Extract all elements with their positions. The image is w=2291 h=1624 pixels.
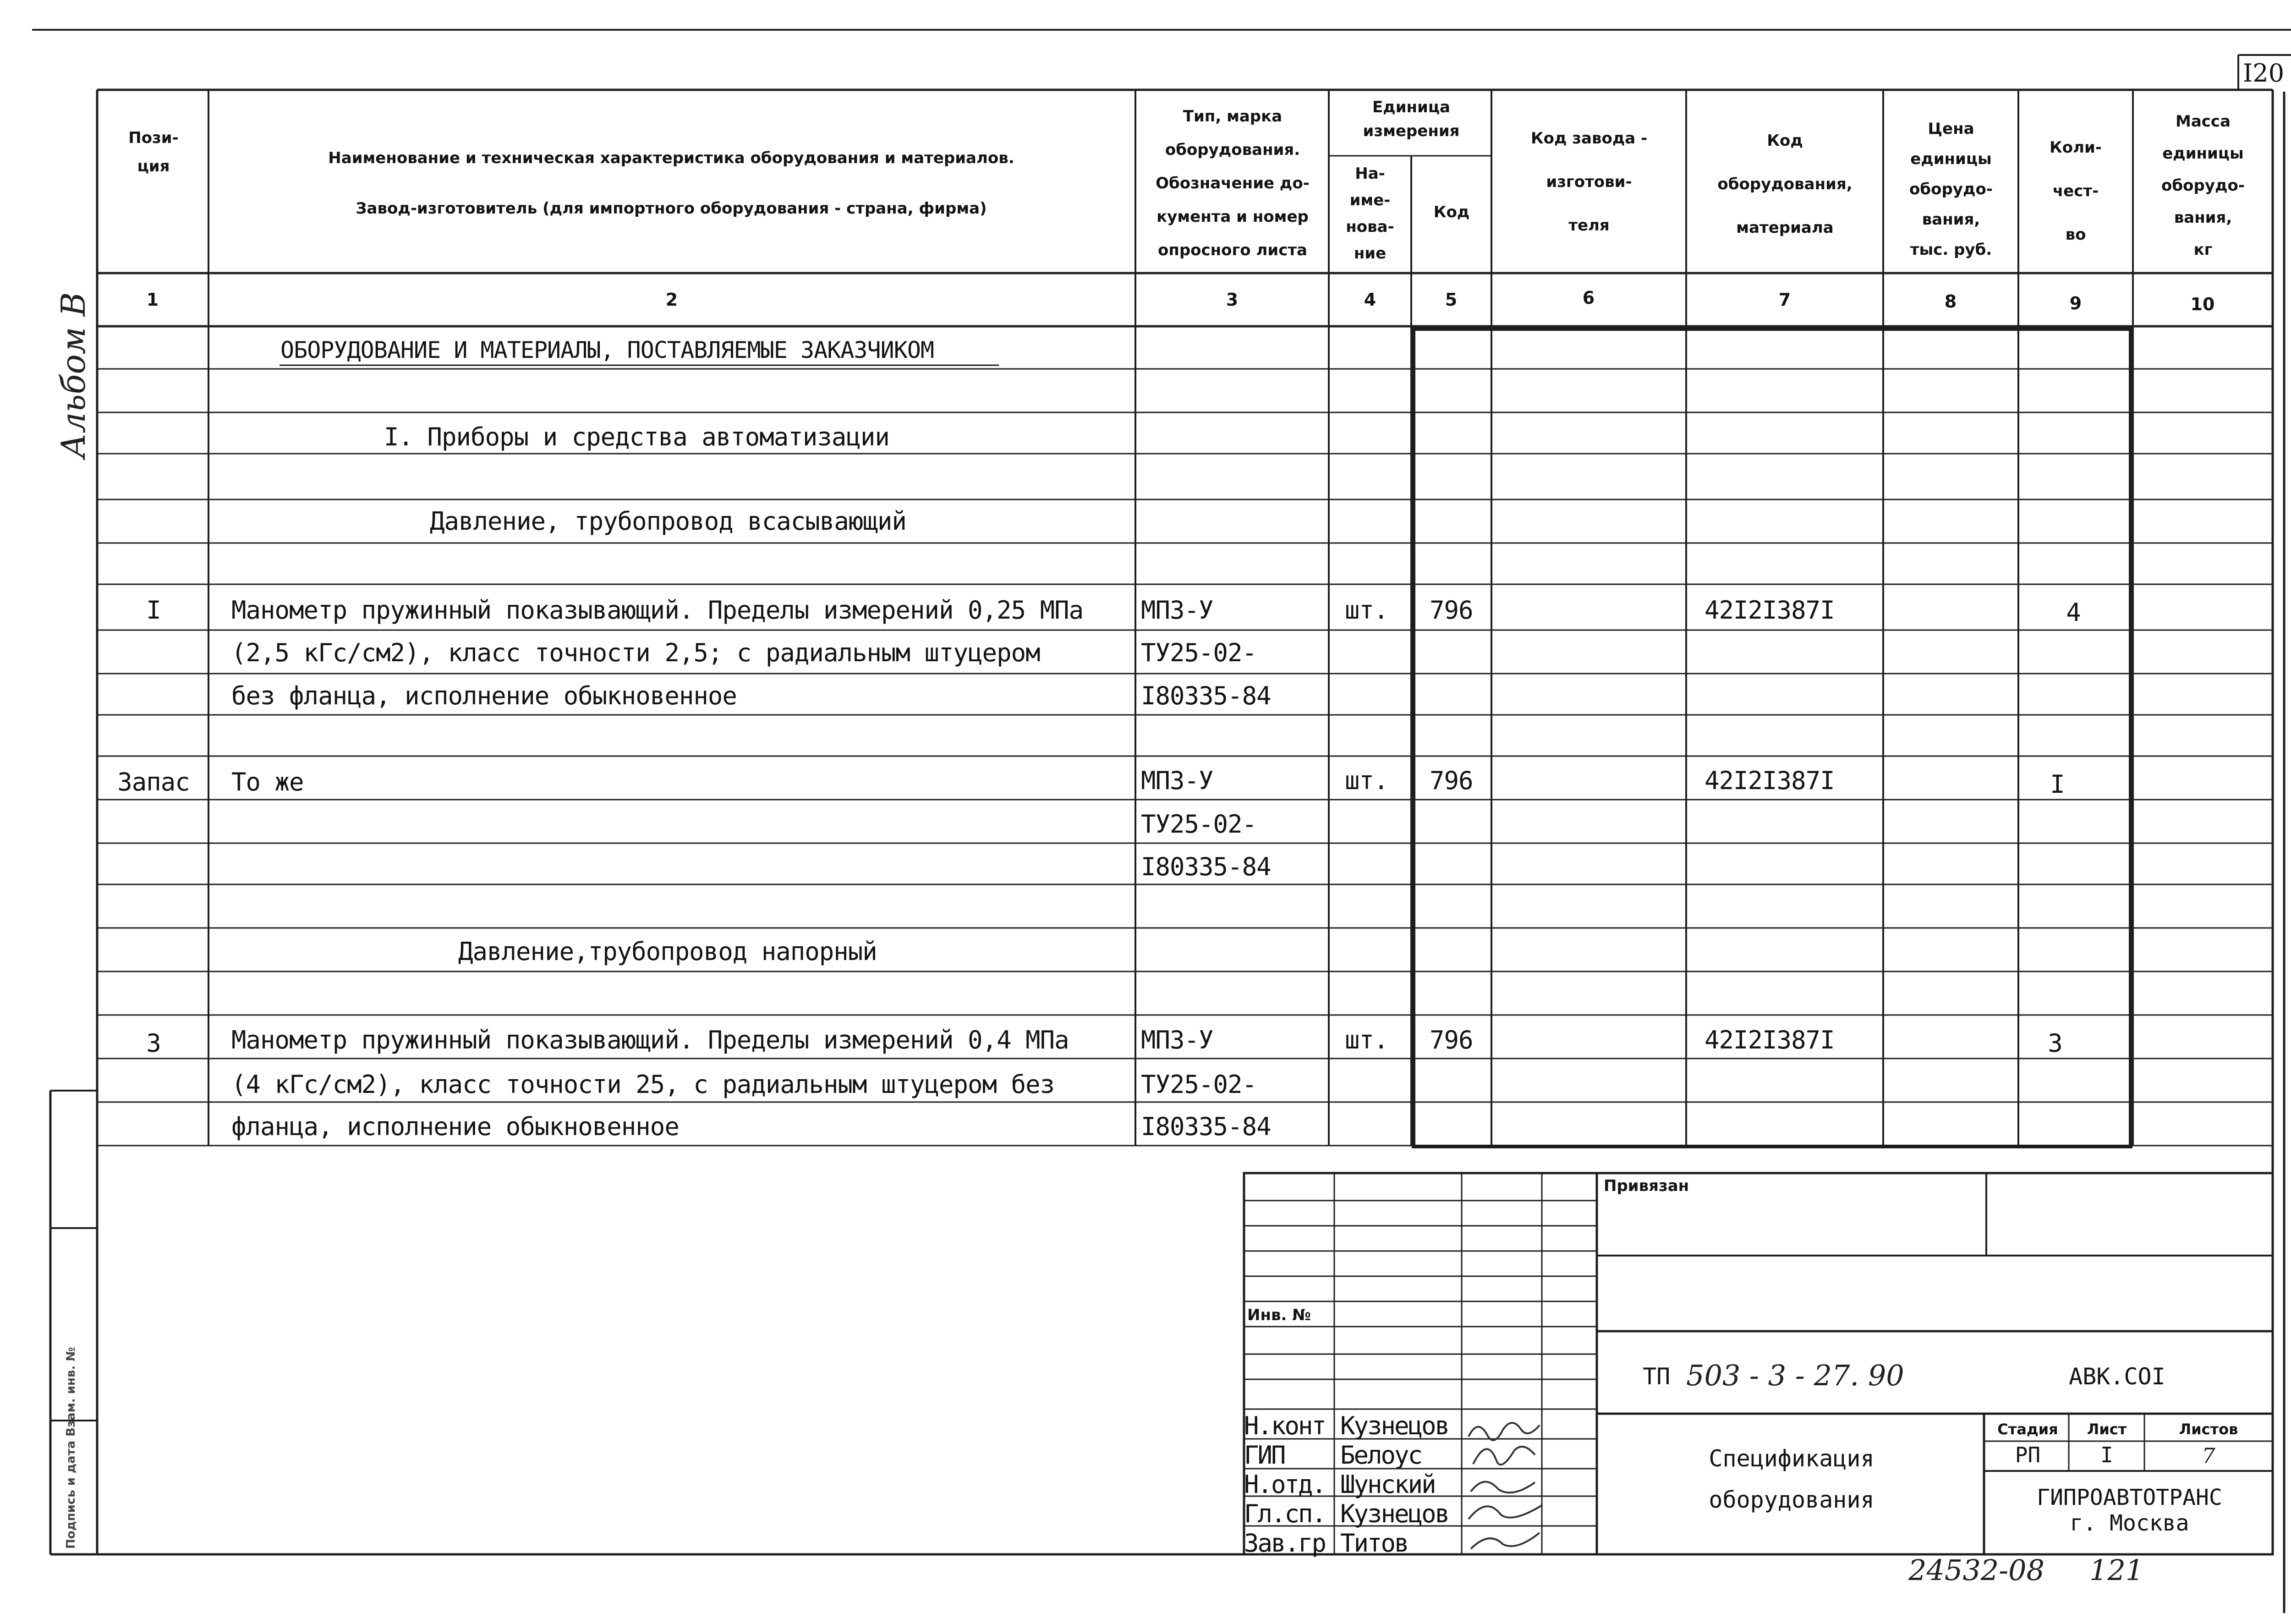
column-number: 8 (1944, 291, 1957, 312)
tb-sheets-label: Листов (2179, 1421, 2238, 1438)
item-position: I (146, 596, 161, 625)
column-number: 3 (1226, 290, 1239, 310)
item-position: 3 (146, 1029, 161, 1058)
header-name: Наименование и техническая характеристика оборудования и материалов. Завод-изготовитель (для импортного оборудования - страна, фирма) (328, 149, 1014, 218)
item-unit-code: 796 (1430, 1026, 1473, 1054)
item-unit-code: 796 (1430, 596, 1473, 625)
item-equip-code: 42I2I387I (1705, 1026, 1835, 1054)
archive-number: 24532-08 (1908, 1553, 2045, 1587)
archive-page: 121 (2089, 1553, 2144, 1587)
tb-organization: ГИПРОАВТОТРАНС г. Москва (2037, 1485, 2222, 1536)
item-type-line: ТУ25-02- (1141, 810, 1257, 839)
header-unit-name: На- име- нова- ние (1346, 165, 1394, 263)
item-position: Запас (117, 768, 190, 796)
tb-stage: РП (2015, 1443, 2041, 1467)
header-unit-group: Единица измерения (1363, 98, 1460, 140)
item-type-line: ТУ25-02- (1141, 1070, 1257, 1099)
header-qty: Коли- чест- во (2050, 138, 2102, 244)
tb-sheet: I (2100, 1443, 2113, 1467)
tb-sheets: 7 (2202, 1443, 2215, 1468)
tb-stage-label: Стадия (1997, 1421, 2058, 1438)
item-unit: шт. (1345, 1026, 1388, 1054)
item-unit-code: 796 (1430, 766, 1473, 795)
column-number: 6 (1582, 288, 1595, 308)
header-type: Тип, марка оборудования. Обозначение до- кумента и номер опросного листа (1156, 107, 1310, 259)
item-type-line: I80335-84 (1141, 1112, 1271, 1141)
section-heading-main: ОБОРУДОВАНИЕ И МАТЕРИАЛЫ, ПОСТАВЛЯЕМЫЕ ЗАКАЗЧИКОМ (280, 337, 934, 363)
column-number: 9 (2069, 293, 2082, 313)
item-unit: шт. (1345, 766, 1388, 795)
item-equip-code: 42I2I387I (1705, 766, 1835, 795)
column-number: 1 (146, 290, 159, 310)
group-heading: Давление,трубопровод напорный (458, 937, 877, 966)
column-number: 4 (1364, 290, 1376, 310)
item-type-line: МПЗ-У (1141, 1026, 1213, 1054)
item-name-line: (2,5 кГс/см2), класс точности 2,5; с радиальным штуцером (231, 638, 1040, 667)
doc-code-number: 503 - 3 - 27. 90 (1686, 1359, 1904, 1392)
doc-mark: АВК.СОI (2069, 1363, 2165, 1390)
tb-sheet-label: Лист (2087, 1421, 2127, 1438)
header-unit-code: Код (1433, 203, 1470, 221)
item-type-line: МПЗ-У (1141, 766, 1213, 795)
signature-marks (1469, 1423, 1542, 1549)
tb-roles: Н.конт ГИП Н.отд. Гл.сп. Зав.гр (1244, 1411, 1326, 1558)
item-qty: 4 (2066, 598, 2081, 627)
item-name-line: То же (231, 768, 304, 796)
doc-code-prefix: ТП (1643, 1363, 1671, 1390)
header-mass: Масса единицы оборудо- вания, кг (2161, 112, 2245, 259)
item-name-line: (4 кГс/см2), класс точности 25, с радиальным штуцером без (231, 1070, 1055, 1099)
item-type-line: I80335-84 (1141, 852, 1271, 881)
column-number: 10 (2190, 294, 2215, 314)
item-name-line: Манометр пружинный показывающий. Пределы измерений 0,4 МПа (231, 1026, 1069, 1054)
item-unit: шт. (1345, 596, 1388, 625)
album-label: Альбом В (54, 292, 93, 458)
header-equip-code: Код оборудования, материала (1717, 132, 1853, 237)
header-factory: Код завода - изготови- теля (1530, 129, 1648, 235)
item-type-line: I80335-84 (1141, 681, 1271, 710)
item-type-line: МПЗ-У (1141, 596, 1213, 625)
tb-names: Кузнецов Белоус Шунский Кузнецов Титов (1340, 1411, 1449, 1558)
item-type-line: ТУ25-02- (1141, 638, 1257, 667)
item-qty: 3 (2048, 1029, 2062, 1058)
item-equip-code: 42I2I387I (1705, 596, 1835, 625)
header-position: Пози- ция (128, 129, 179, 176)
tb-inv-no: Инв. № (1247, 1306, 1311, 1324)
doc-title: Спецификация оборудования (1709, 1445, 1874, 1513)
section-heading-sub: I. Приборы и средства автоматизации (384, 422, 889, 451)
margin-stamp: Подпись и дата Взам. инв. № (64, 1347, 78, 1549)
group-heading: Давление, трубопровод всасывающий (430, 507, 906, 536)
item-name-line: без фланца, исполнение обыкновенное (231, 681, 737, 710)
item-name-line: фланца, исполнение обыкновенное (231, 1112, 679, 1141)
column-number: 7 (1778, 290, 1791, 310)
column-number: 5 (1445, 290, 1458, 310)
column-number: 2 (665, 290, 678, 310)
item-name-line: Манометр пружинный показывающий. Пределы измерений 0,25 МПа (231, 596, 1084, 625)
header-price: Цена единицы оборудо- вания, тыс. руб. (1909, 120, 1993, 259)
item-qty: I (2050, 770, 2065, 799)
tb-privyazan: Привязан (1604, 1177, 1689, 1195)
sheet-number: I20 (2243, 59, 2285, 88)
